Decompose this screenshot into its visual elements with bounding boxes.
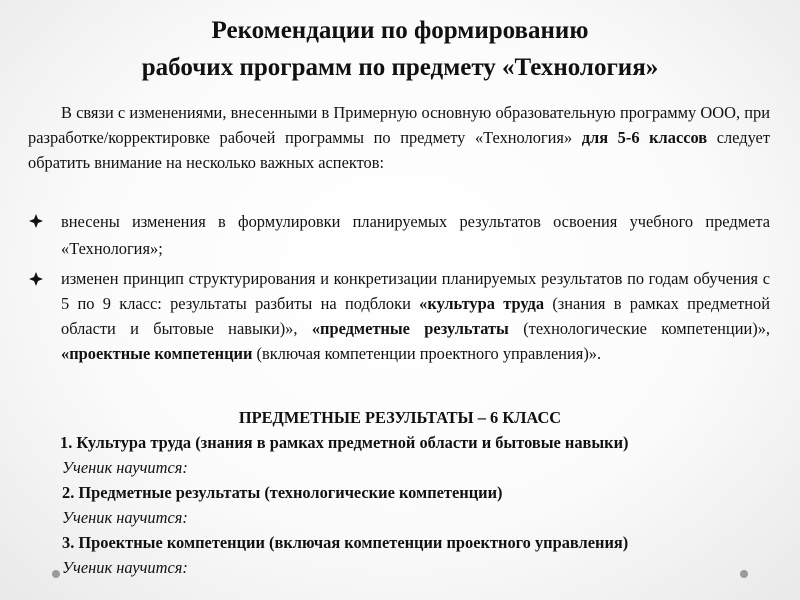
bullet-item-2-text-1: изменен принцип структурирования и конкретизации планируемых результатов по годам обучения с 5 по 9 класс: результаты разбиты на подблоки [61, 269, 770, 313]
results-section [0, 405, 800, 580]
diamond-bullet-icon [28, 213, 44, 229]
bullet-item-1 [28, 208, 770, 262]
decor-dot-left [52, 570, 60, 578]
intro-paragraph [28, 100, 770, 175]
bullet-list-item-2-wrap [28, 266, 770, 366]
bullet-item-2-bold-2: «предметные результаты [311, 319, 509, 338]
slide-title [0, 12, 800, 86]
intro-bold-classes: для 5-6 классов [581, 128, 708, 147]
bullet-item-2-text-2: (знания в рамках предметной области и бытовые навыки)», [61, 294, 771, 338]
bullet-item-2 [28, 266, 770, 366]
diamond-bullet-icon [28, 271, 44, 287]
bullet-item-2-text-4: (включая компетенции проектного управления)». [252, 344, 602, 363]
result-heading-2: 2. Предметные результаты (технологические компетенции) [62, 483, 503, 502]
bullet-item-2-text-3: (технологические компетенции)», [508, 319, 770, 338]
intro-text-2: следует обратить внимание на несколько важных аспектов: [28, 128, 770, 172]
decor-dot-right [740, 570, 748, 578]
bullet-list-item-1-wrap [28, 208, 770, 262]
results-section-title: ПРЕДМЕТНЫЕ РЕЗУЛЬТАТЫ – 6 КЛАСС [238, 408, 562, 427]
bullet-item-2-bold-1: «культура труда [419, 294, 545, 313]
title-line-1: Рекомендации по формированию [211, 17, 589, 44]
result-heading-3: 3. Проектные компетенции (включая компетенции проектного управления) [62, 533, 629, 552]
title-line-2: рабочих программ по предмету «Технология» [141, 54, 659, 81]
result-sub-3: Ученик научится: [62, 558, 188, 577]
intro-text-1: В связи с изменениями, внесенными в Примерную основную образовательную программу ООО, при разработке/корректировке рабочей программы по предмету «Технология» [28, 103, 770, 147]
result-heading-1: 1. Культура труда (знания в рамках предметной области и бытовые навыки) [60, 433, 629, 452]
result-sub-2: Ученик научится: [62, 508, 188, 527]
result-sub-1: Ученик научится: [62, 458, 188, 477]
bullet-item-2-bold-3: «проектные компетенции [61, 344, 253, 363]
bullet-item-1-text: внесены изменения в формулировки планируемых результатов освоения учебного предмета «Технология»; [61, 212, 770, 258]
